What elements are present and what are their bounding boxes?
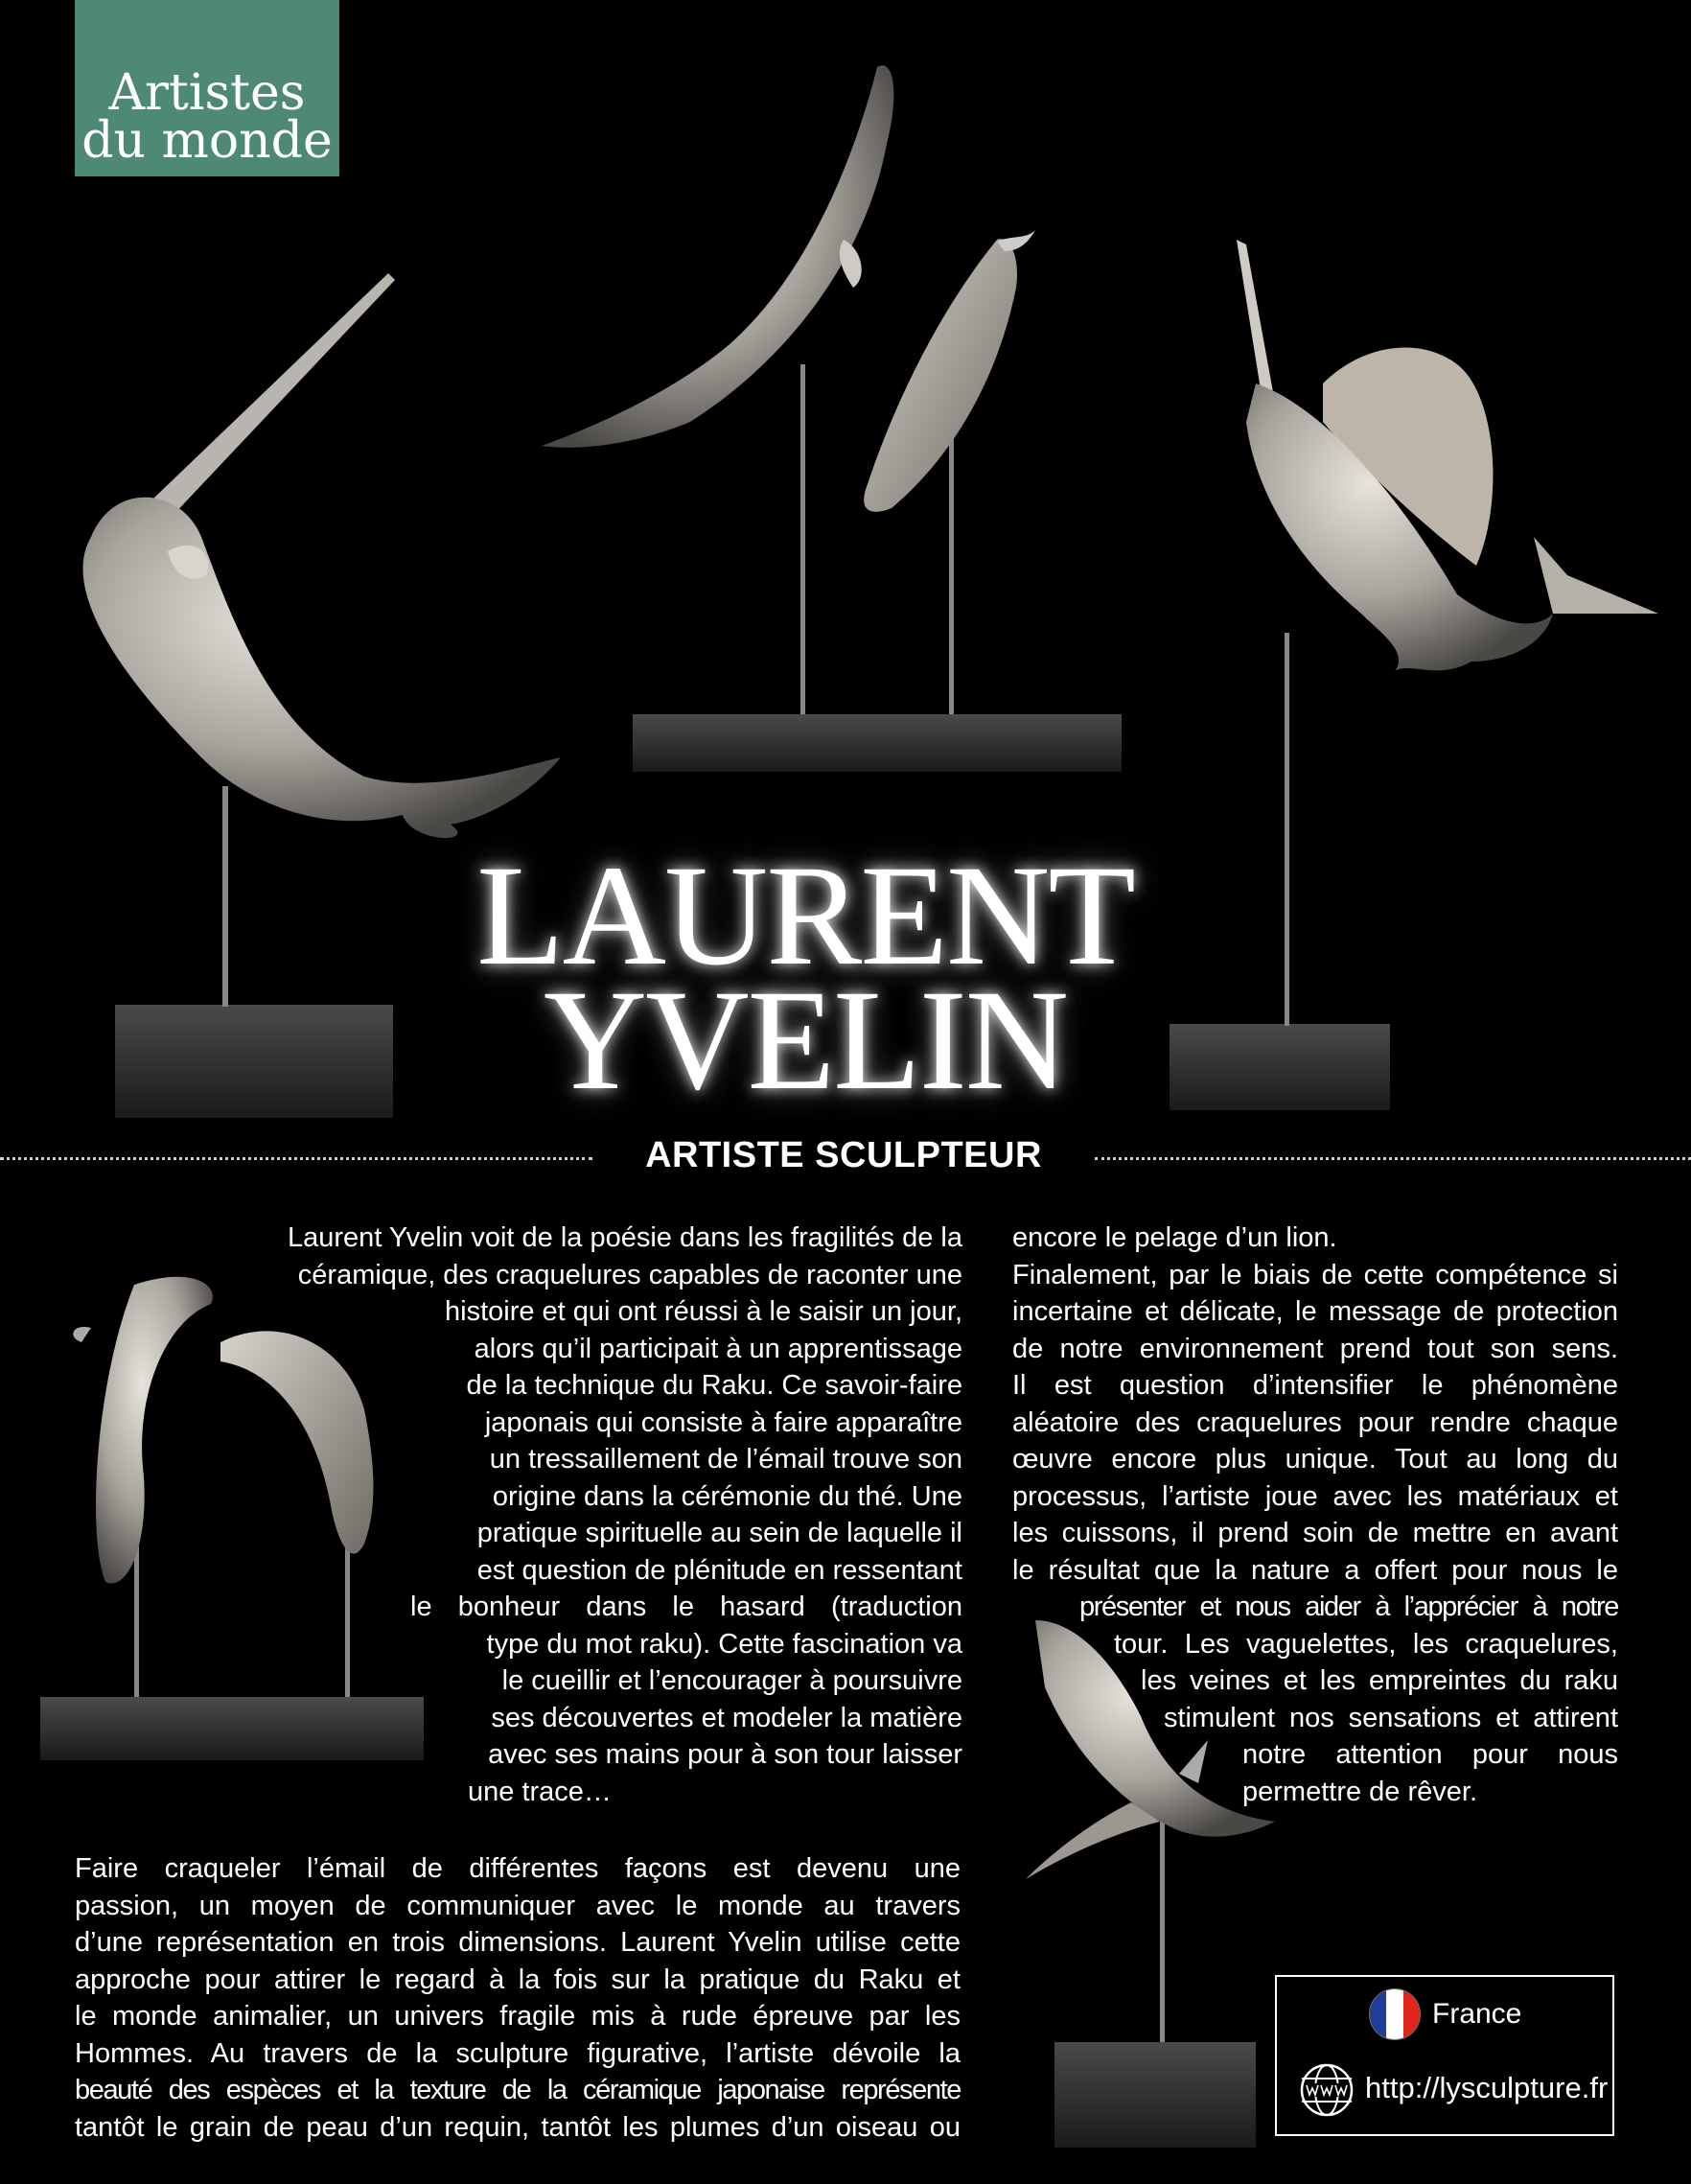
globe-www-icon — [1298, 2063, 1355, 2117]
text-line: céramique, des craquelures capables de raconter une — [297, 1259, 962, 1290]
text-line: encore le pelage d’un lion. — [1012, 1222, 1337, 1253]
text-line: Hommes. Au travers de la sculpture figurative, l’artiste dévoile la — [75, 2037, 961, 2069]
artist-name-title — [412, 836, 1198, 1120]
article-paragraph-2 — [75, 1850, 961, 2146]
text-line: Il est question d’intensifier le phénomène — [1012, 1370, 1618, 1401]
text-line: le cueillir et l’encourager à poursuivre — [501, 1665, 962, 1696]
text-line: origine dans la cérémonie du thé. Une — [492, 1480, 962, 1512]
text-line: tantôt le grain de peau d’un requin, tantôt les plumes d’un oiseau ou — [75, 2111, 961, 2143]
text-line: un tressaillement de l’émail trouve son — [489, 1444, 962, 1475]
text-line: le résultat que la nature a offert pour nous le — [1012, 1554, 1618, 1586]
badge-line-1: Artistes — [108, 64, 306, 122]
text-line: permettre de rêver. — [1242, 1776, 1477, 1807]
text-line: de la technique du Raku. Ce savoir-faire — [466, 1370, 962, 1401]
text-line: alors qu’il participait à un apprentissage — [474, 1333, 962, 1364]
sailfish-sculpture — [1170, 240, 1658, 1110]
dotted-rule-right — [1095, 1157, 1691, 1160]
title-line-1: LAURENT — [476, 836, 1134, 995]
text-line: aléatoire des craquelures pour rendre chaque — [1012, 1406, 1618, 1438]
text-line: ses découvertes et modeler la matière — [491, 1702, 962, 1733]
dotted-rule-left — [0, 1157, 592, 1160]
title-line-2: YVELIN — [543, 961, 1068, 1120]
text-line: les veines et les empreintes du raku — [1141, 1665, 1618, 1696]
text-line: stimulent nos sensations et attirent — [1164, 1702, 1618, 1733]
text-line: passion, un moyen de communiquer avec le monde au travers — [75, 1890, 961, 1921]
text-line: œuvre encore plus unique. Tout au long du — [1012, 1444, 1618, 1475]
text-line: de notre environnement prend tout son sens. — [1012, 1333, 1618, 1364]
text-line: notre attention pour nous — [1242, 1739, 1618, 1770]
article-paragraph-1 — [0, 1220, 962, 1810]
text-line: tour. Les vaguelettes, les craquelures, — [1114, 1628, 1618, 1660]
france-flag-icon — [1369, 1988, 1421, 2040]
flag-stripe-white — [1386, 1989, 1402, 2039]
text-line: approche pour attirer le regard à la fois sur la pratique du Raku et — [75, 1963, 961, 1995]
text-line: est question de plénitude en ressentant — [476, 1554, 962, 1586]
badge-line-2: du monde — [81, 112, 333, 170]
text-line: type du mot raku). Cette fascination va — [486, 1628, 962, 1660]
text-line: incertaine et délicate, le message de protection — [1012, 1296, 1618, 1327]
article-column-2 — [1012, 1220, 1618, 1810]
artist-role-subtitle: ARTISTE SCULPTEUR — [645, 1135, 1042, 1175]
text-line: pratique spirituelle au sein de laquelle il — [476, 1518, 962, 1548]
text-line: beauté des espèces et la texture de la céramique japonaise représente — [75, 2075, 961, 2105]
text-line: une trace… — [468, 1776, 612, 1807]
text-line: Finalement, par le biais de cette compétence si — [1012, 1259, 1618, 1290]
whales-sculpture — [542, 65, 1122, 772]
country-label: France — [1432, 1998, 1522, 2030]
text-line: le bonheur dans le hasard (traduction — [410, 1592, 962, 1622]
text-line: processus, l’artiste joue avec les matériaux et — [1012, 1480, 1618, 1512]
text-line: les cuissons, il prend soin de mettre en avant — [1012, 1518, 1618, 1548]
text-line: Laurent Yvelin voit de la poésie dans les fragilités de la — [288, 1222, 962, 1253]
text-line: d’une représentation en trois dimensions. Laurent Yvelin utilise cette — [75, 1927, 961, 1958]
website-link[interactable]: http://lysculpture.fr — [1365, 2071, 1609, 2104]
text-line: japonais qui consiste à faire apparaître — [484, 1406, 962, 1438]
text-line: Faire craqueler l’émail de différentes façons est devenu une — [75, 1853, 961, 1884]
text-line: avec ses mains pour à son tour laisser — [488, 1739, 962, 1770]
text-line: le monde animalier, un univers fragile mis à rude épreuve par les — [75, 2001, 961, 2032]
text-line: présenter et nous aider à l’apprécier à notre — [1079, 1592, 1618, 1622]
text-line: histoire et qui ont réussi à le saisir un jour, — [445, 1296, 962, 1327]
